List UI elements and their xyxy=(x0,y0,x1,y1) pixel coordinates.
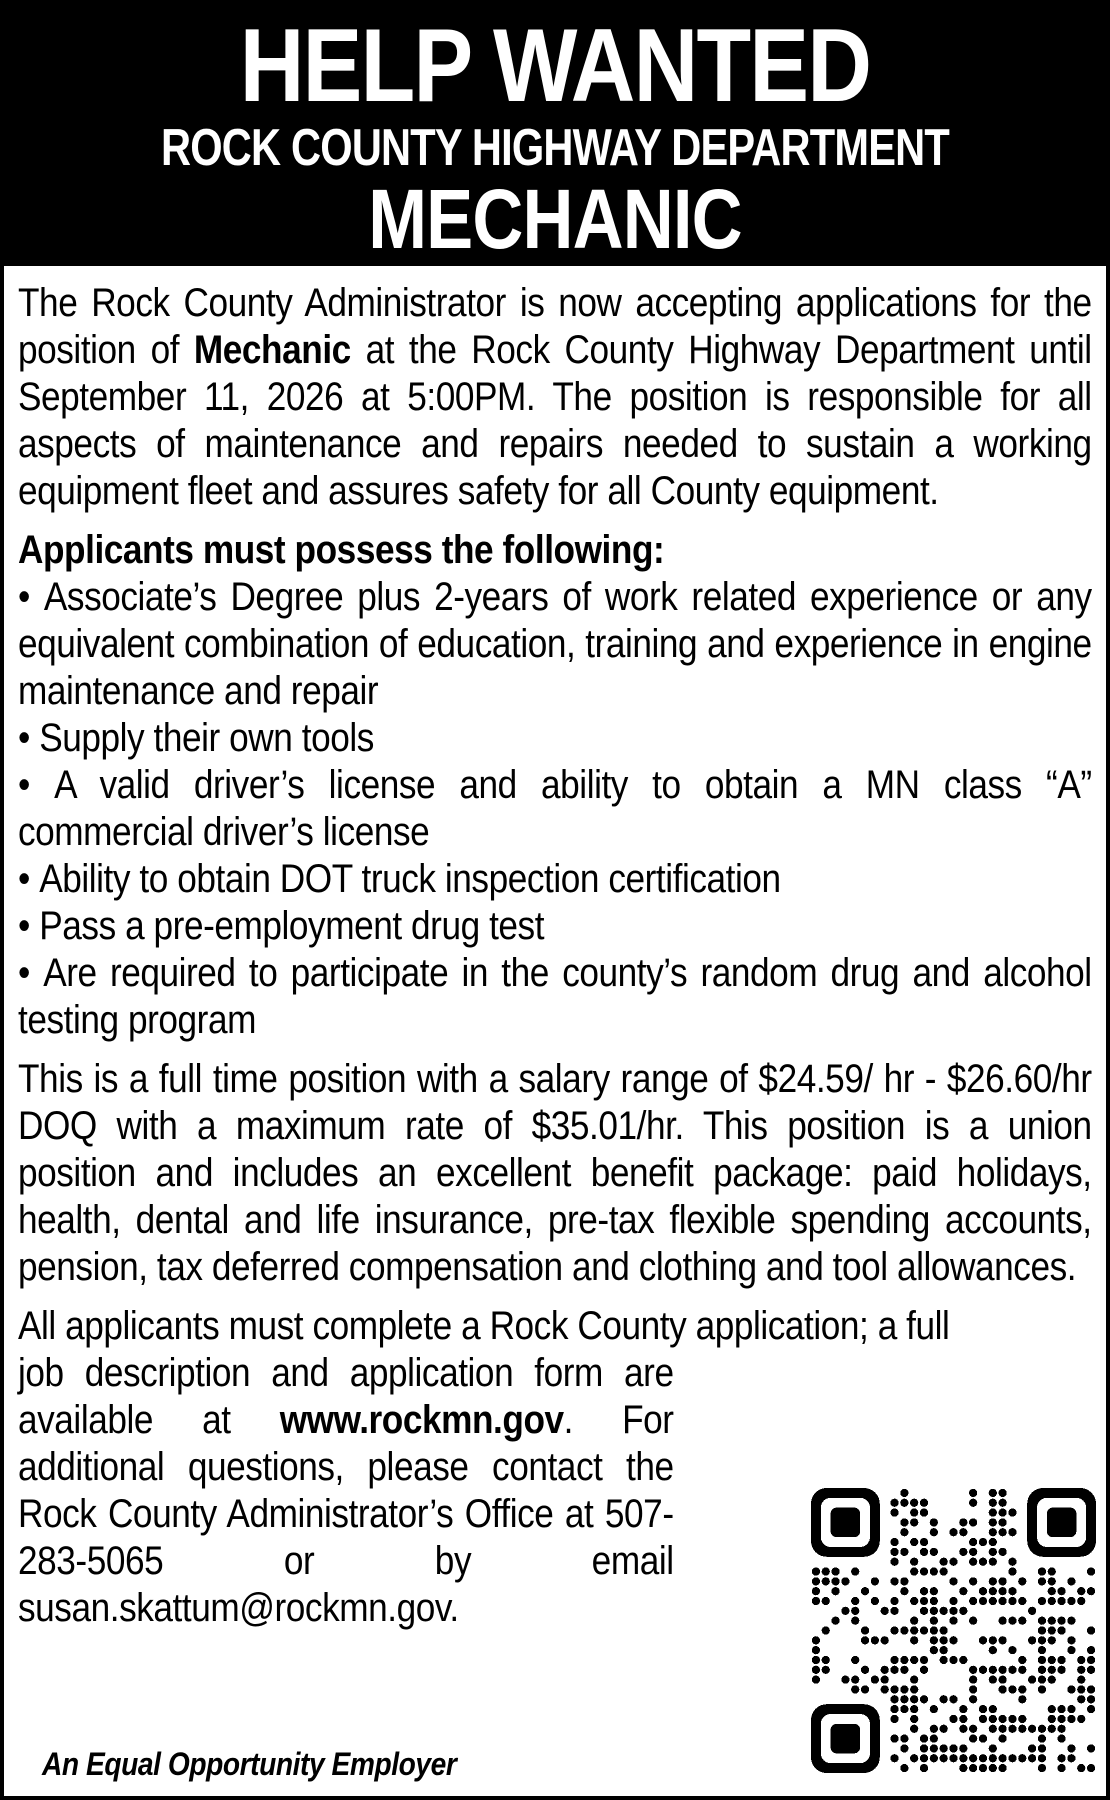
list-item: • A valid driver’s license and ability to obtain a MN class “A” commercial driver’s license xyxy=(18,762,1092,856)
equal-opportunity-employer: An Equal Opportunity Employer xyxy=(42,1746,457,1782)
ad-header xyxy=(4,4,1106,266)
ad-body xyxy=(4,266,1106,1632)
website-link[interactable]: www.rockmn.gov xyxy=(279,1398,564,1442)
intro-text-1: The Rock County Administrator is now accepting applications for the position of xyxy=(18,281,1092,372)
qr-code-icon xyxy=(811,1488,1096,1773)
intro-position: Mechanic xyxy=(193,328,351,372)
position-title: MECHANIC xyxy=(368,172,742,266)
requirements-list xyxy=(18,574,1092,1044)
salary-paragraph: This is a full time position with a salary range of $24.59/ hr - $26.60/hr DOQ with a maximum rate of $35.01/hr. This position is a union position and includes an excellent benefit package: paid holidays, health, dental and life insurance, pre-tax flexible spending accounts, pension, tax deferred compensation and clothing and tool allowances. xyxy=(18,1057,1092,1289)
intro-paragraph xyxy=(18,280,1092,515)
list-item: • Supply their own tools xyxy=(18,715,1092,762)
requirements-heading: Applicants must possess the following: xyxy=(18,528,665,572)
list-item: • Associate’s Degree plus 2-years of work related experience or any equivalent combination of education, training and experience in engine maintenance and repair xyxy=(18,574,1092,715)
contact-line-1: All applicants must complete a Rock County application; a full xyxy=(18,1304,950,1348)
list-item: • Ability to obtain DOT truck inspection certification xyxy=(18,856,1092,903)
department-name: ROCK COUNTY HIGHWAY DEPARTMENT xyxy=(160,119,950,177)
list-item: • Pass a pre-employment drug test xyxy=(18,903,1092,950)
intro-text-2: at the Rock County Highway Department until September 11, 2026 at 5:00PM. The position is responsible for all aspects of maintenance and repairs needed to sustain a working equipment fleet and assures safety for all County equipment. xyxy=(18,328,1092,513)
contact-text-2: . For additional questions, please contact the Rock County Administrator’s Office at 507-283-5065 or by email susan.skattum@rockmn.gov. xyxy=(18,1398,674,1630)
ad-title: HELP WANTED xyxy=(239,8,871,124)
contact-text-1: job description and application form are available at xyxy=(18,1351,674,1442)
contact-paragraph xyxy=(18,1350,674,1632)
list-item: • Are required to participate in the county’s random drug and alcohol testing program xyxy=(18,950,1092,1044)
